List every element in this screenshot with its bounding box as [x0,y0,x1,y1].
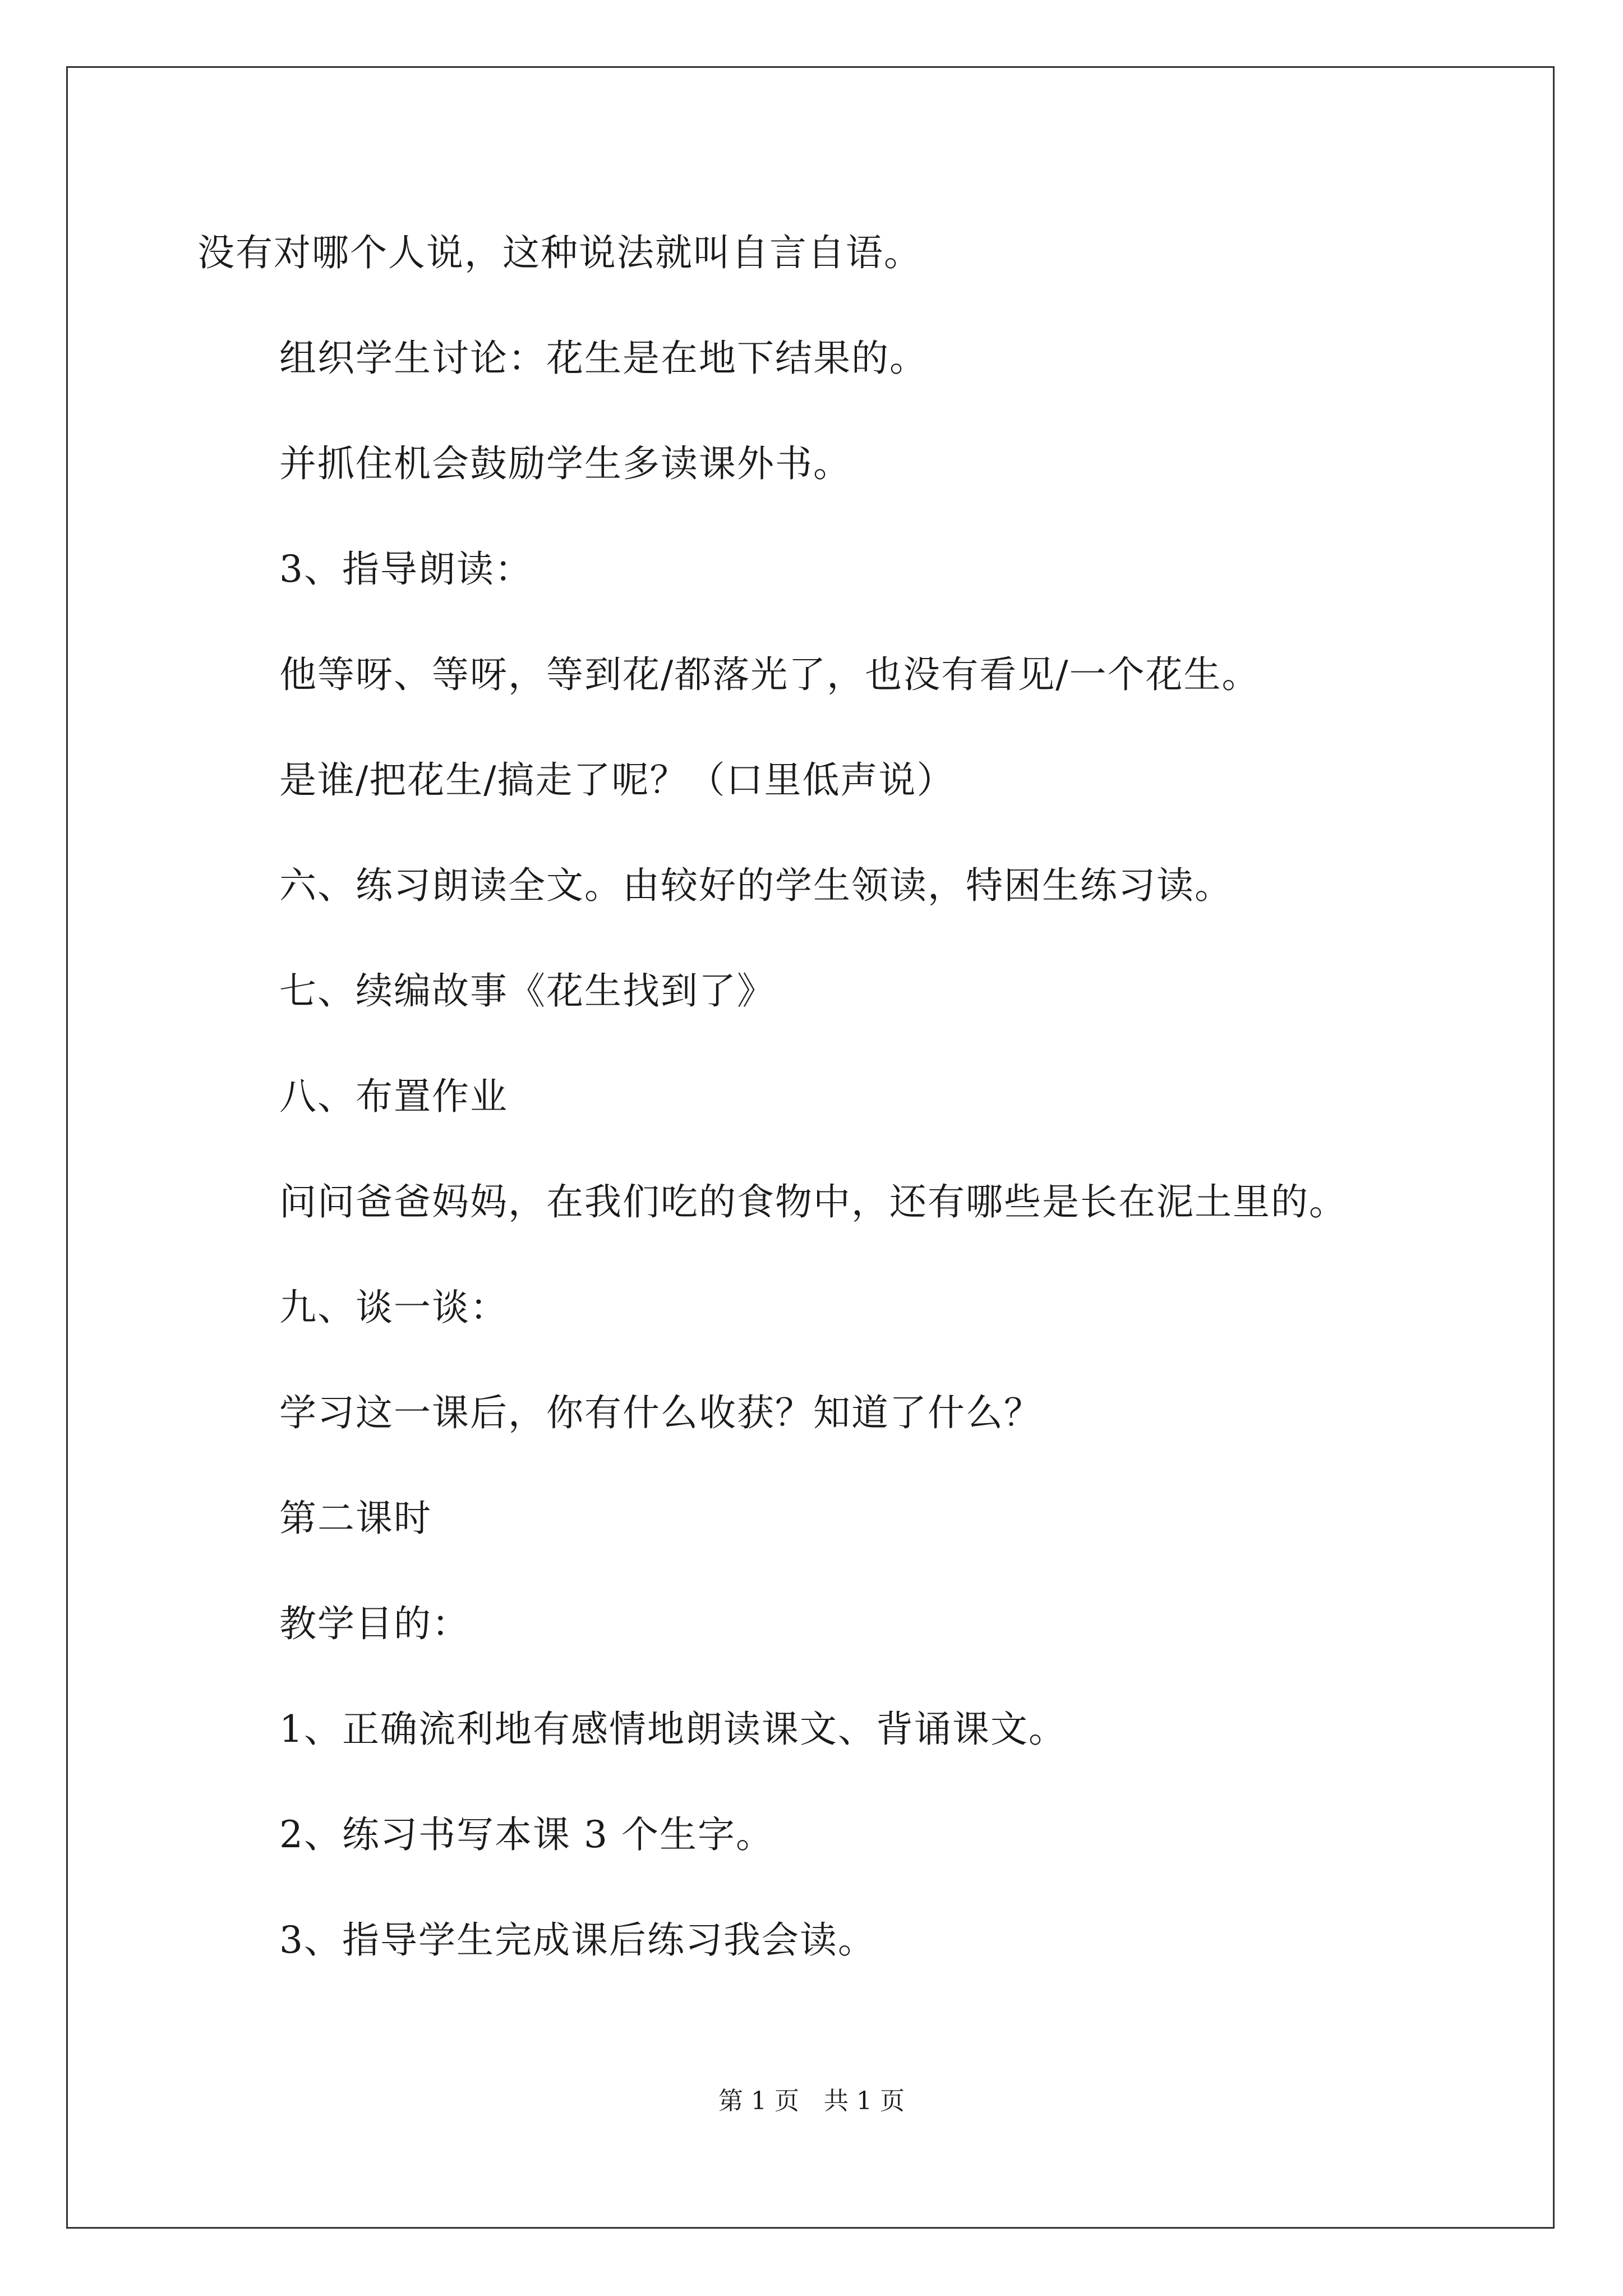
paragraph-13: 第二课时 [279,1497,432,1540]
paragraph-16: 2、练习书写本课 3 个生字。 [279,1813,774,1856]
paragraph-8: 七、续编故事《花生找到了》 [279,969,775,1013]
paragraph-10: 问问爸爸妈妈，在我们吃的食物中，还有哪些是长在泥土里的。 [279,1180,1347,1223]
paragraph-2: 组织学生讨论：花生是在地下结果的。 [279,337,928,380]
paragraph-11: 九、谈一谈： [279,1286,508,1329]
paragraph-14: 教学目的： [279,1602,470,1645]
paragraph-12: 学习这一课后，你有什么收获？知道了什么？ [279,1391,1042,1434]
paragraph-6: 是谁/把花生/搞走了呢？（口里低声说） [279,758,955,802]
paragraph-7: 六、练习朗读全文。由较好的学生领读，特困生练习读。 [279,864,1233,907]
paragraph-1: 没有对哪个人说，这种说法就叫自言自语。 [197,231,922,274]
paragraph-5: 他等呀、等呀，等到花/都落光了，也没有看见/一个花生。 [279,653,1260,696]
paragraph-15: 1、正确流利地有感情地朗读课文、背诵课文。 [279,1708,1067,1751]
page-border [66,66,1555,2229]
paragraph-17: 3、指导学生完成课后练习我会读。 [279,1918,876,1962]
paragraph-4: 3、指导朗读： [279,547,533,591]
paragraph-9: 八、布置作业 [279,1075,508,1118]
paragraph-3: 并抓住机会鼓励学生多读课外书。 [279,442,851,485]
page-footer: 第 1 页 共 1 页 [718,2087,905,2115]
